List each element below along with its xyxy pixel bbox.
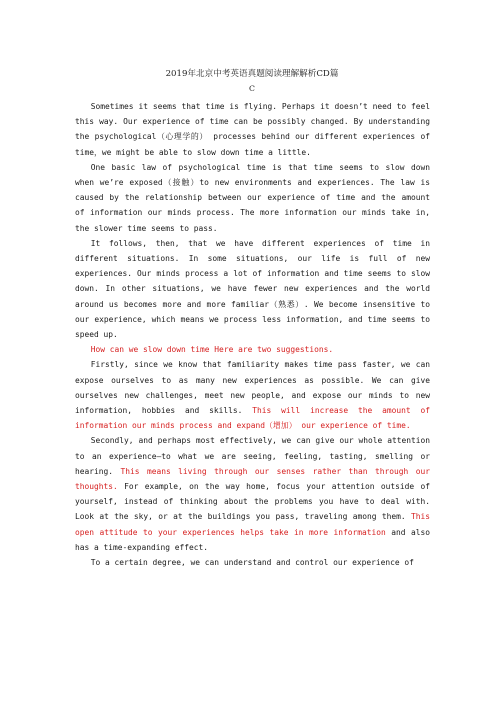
paragraph-text: One basic law of psychological time is that time seems to slow down when we’re exposed（接触）to new environments and experiences. The law is caused by the relationship between our experience of time and the amount of information our minds process. The more information our minds take in, the slower time seems to pass.	[75, 162, 430, 233]
article-body	[75, 99, 430, 570]
paragraph-text: Firstly, since we know that familiarity makes time pass faster, we can expose ourselves to as many new experiences as possible. We can give ourselves new challenges, meet new people, and expose our minds to new information, hobbies and skills.	[75, 360, 430, 416]
paragraph-text: For example, on the way home, focus your attention outside of yourself, instead of thinking about the problems you have to deal with. Look at the sky, or at the buildings you pass, traveling among them.	[75, 482, 430, 522]
section-label: C	[249, 84, 255, 93]
paragraph	[75, 236, 430, 342]
paragraph-text: Secondly, and perhaps most effectively, we can give our whole attention to an experience—to what we are seeing, feeling, tasting, smelling or hearing.	[75, 436, 430, 476]
paragraph	[75, 160, 430, 236]
highlighted-text: How can we slow down time Here are two suggestions.	[90, 345, 334, 355]
paragraph	[75, 357, 430, 433]
page-title: 2019年北京中考英语真题阅读理解解析CD篇	[165, 69, 339, 79]
highlighted-text: This will increase the amount of information our minds process and expand（增加） our experience of time.	[75, 406, 430, 431]
paragraph-text: To a certain degree, we can understand and control our experience of	[90, 558, 414, 568]
paragraph-text: It follows, then, that we have different experiences of time in different situations. In some situations, our life is full of new experiences. Our minds process a lot of information and time seems to slow down. In other situations, we have fewer new experiences and the world around us becomes more and more familiar（熟悉）. We become insensitive to our experience, which means we process less information, and time seems to speed up.	[75, 238, 430, 340]
highlighted-text: This open attitude to your experiences helps take in more information	[75, 512, 430, 537]
paragraph	[75, 555, 430, 570]
paragraph	[75, 342, 430, 357]
paragraph	[75, 433, 430, 555]
paragraph-text: and also has a time-expanding effect.	[75, 527, 430, 552]
paragraph	[75, 99, 430, 160]
paragraph-text: Sometimes it seems that time is flying. Perhaps it doesn’t need to feel this way. Our experience of time can be possibly changed. By understanding the psychological（心理学的） processes behind our different experiences of time，we might be able to slow down time a little.	[75, 102, 430, 157]
highlighted-text: This means living through our senses rather than through our thoughts.	[75, 466, 430, 492]
